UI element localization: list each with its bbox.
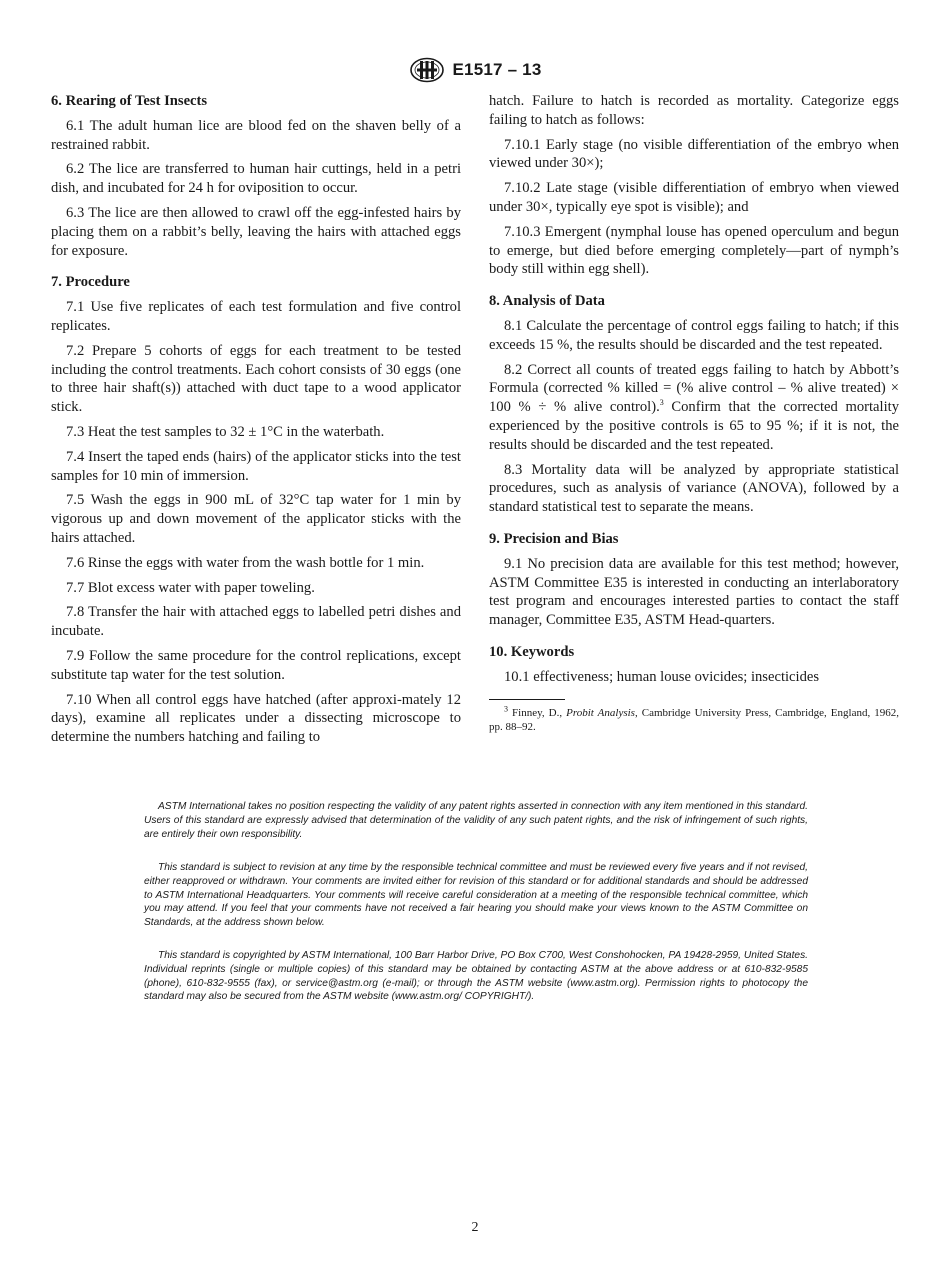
paragraph-6-2: 6.2 The lice are transferred to human hair cuttings, held in a petri dish, and incubated for 24 h for oviposition to occur.: [51, 161, 461, 197]
paragraph-7-10-3: 7.10.3 Emergent (nymphal louse has opened operculum and begun to emerge, but died before emerging completely—part of nymph’s body still within egg shell).: [489, 223, 899, 278]
patent-disclaimer: [144, 800, 808, 841]
section-9-heading: 9. Precision and Bias: [489, 530, 619, 547]
footnote-book-title: Probit Analysis: [566, 706, 635, 719]
revision-disclaimer-text: This standard is subject to revision at any time by the responsible technical committee and must be reviewed every five years and if not revised, either reapproved or withdrawn. Your comments are invited either for revision of this standard or for additional standards and should be addressed to ASTM International Headquarters. Your comments will receive careful consideration at a meeting of the responsible technical committee, which you may attend. If you feel that your comments have not received a fair hearing you should make your views known to the ASTM Committee on Standards, at the address shown below.: [144, 862, 808, 929]
paragraph-7-1: 7.1 Use five replicates of each test formulation and five control replicates.: [51, 299, 461, 334]
paragraph-7-10-2: 7.10.2 Late stage (visible differentiation of embryo when viewed under 30×, typically eye spot is visible); and: [489, 180, 899, 215]
paragraph-8-2-text-b: Confirm that the corrected mortality experienced by the positive controls is 65 to 95 %; if it is not, the results should be discarded and the test repeated.: [489, 399, 899, 453]
copyright-notice-text: This standard is copyrighted by ASTM International, 100 Barr Harbor Drive, PO Box C700, West Conshohocken, PA 19428-2959, United States. Individual reprints (single or multiple copies) of this standard may be obtained by contacting ASTM at the above address or at 610-832-9585 (phone), 610-832-9555 (fax), or service@astm.org (e-mail); or through the ASTM website (www.astm.org). Permission rights to photocopy the standard may also be secured from the ASTM website (www.astm.org/ COPYRIGHT/).: [144, 950, 808, 1003]
document-id: E1517 – 13: [452, 60, 542, 79]
paragraph-7-8: 7.8 Transfer the hair with attached eggs to labelled petri dishes and incubate.: [51, 604, 461, 640]
footnote-text-pre: Finney, D.,: [508, 706, 567, 719]
left-column: [51, 92, 461, 753]
paragraph-7-7: 7.7 Blot excess water with paper toweling.: [66, 579, 315, 596]
paragraph-10-1: 10.1 effectiveness; human louse ovicides; insecticides: [504, 668, 820, 685]
footnote-divider: [489, 699, 565, 700]
footnote-reference[interactable]: 3: [659, 398, 664, 408]
paragraph-7-10: 7.10 When all control eggs have hatched (after approxi-mately 12 days), examine all replicates under a dissecting microscope to determine the numbers hatching and failing to: [51, 691, 461, 746]
paragraph-6-3: 6.3 The lice are then allowed to crawl off the egg-infested hairs by placing them on a rabbit’s belly, leaving the hairs with attached eggs for exposure.: [51, 204, 461, 259]
paragraph-7-3: 7.3 Heat the test samples to 32 ± 1°C in the waterbath.: [66, 423, 385, 440]
footnote-marker: 3: [504, 703, 508, 713]
paragraph-9-1: 9.1 No precision data are available for this test method; however, ASTM Committee E35 is interested in conducting an interlaboratory test program and encourages interested parties to contact the staff manager, Committee E35, ASTM Head-quarters.: [489, 555, 899, 629]
footnote-text-post: , Cambridge University Press, Cambridge, England, 1962, pp. 88–92.: [489, 706, 899, 734]
paragraph-8-3: 8.3 Mortality data will be analyzed by appropriate statistical procedures, such as analysis of variance (ANOVA), followed by a standard statistical test to separate the means.: [489, 461, 899, 516]
revision-disclaimer: [144, 861, 808, 930]
paragraph-7-9: 7.9 Follow the same procedure for the control replications, except substitute tap water for the test solution.: [51, 647, 461, 683]
paragraph-6-1: 6.1 The adult human lice are blood fed on the shaven belly of a restrained rabbit.: [51, 117, 461, 153]
footnote-3: [489, 703, 899, 735]
section-10-heading: 10. Keywords: [489, 643, 575, 660]
section-6-heading: 6. Rearing of Test Insects: [51, 93, 208, 109]
patent-disclaimer-text: ASTM International takes no position respecting the validity of any patent rights asserted in connection with any item mentioned in this standard. Users of this standard are expressly advised that determination of the validity of any such patent rights, and the risk of infringement of such rights, are entirely their own responsibility.: [144, 801, 808, 840]
paragraph-7-4: 7.4 Insert the taped ends (hairs) of the applicator sticks into the test samples for 10 min of immersion.: [51, 448, 461, 484]
paragraph-8-1: 8.1 Calculate the percentage of control eggs failing to hatch; if this exceeds 15 %, the results should be discarded and the test repeated.: [489, 317, 899, 353]
paragraph-7-10-continued: hatch. Failure to hatch is recorded as mortality. Categorize eggs failing to hatch as follows:: [489, 93, 899, 128]
paragraph-7-2: 7.2 Prepare 5 cohorts of eggs for each treatment to be tested including the control treatments. Each cohort consists of 30 eggs (one to three hair shaft(s)) attached with duct tape to a wood applicator stick.: [51, 342, 461, 416]
copyright-notice: [144, 949, 808, 1004]
right-column: [489, 92, 899, 741]
paragraph-8-2-text-a: 8.2 Correct all counts of treated eggs failing to hatch by Abbott’s Formula (corrected % killed = (% alive control – % alive treated) × 100 % ÷ % alive control).: [489, 361, 899, 416]
section-7-heading: 7. Procedure: [51, 274, 130, 291]
paragraph-7-10-1: 7.10.1 Early stage (no visible differentiation of the embryo when viewed under 30×);: [489, 136, 899, 172]
astm-logo-icon: [409, 57, 445, 83]
paragraph-8-2: [489, 361, 899, 455]
section-8-heading: 8. Analysis of Data: [489, 293, 605, 310]
page-number: 2: [471, 1220, 479, 1235]
paragraph-7-5: 7.5 Wash the eggs in 900 mL of 32°C tap water for 1 min by vigorous up and down movement of the applicator sticks with the hairs attached.: [51, 492, 461, 546]
paragraph-7-6: 7.6 Rinse the eggs with water from the wash bottle for 1 min.: [66, 554, 425, 571]
page-header: [0, 57, 950, 83]
